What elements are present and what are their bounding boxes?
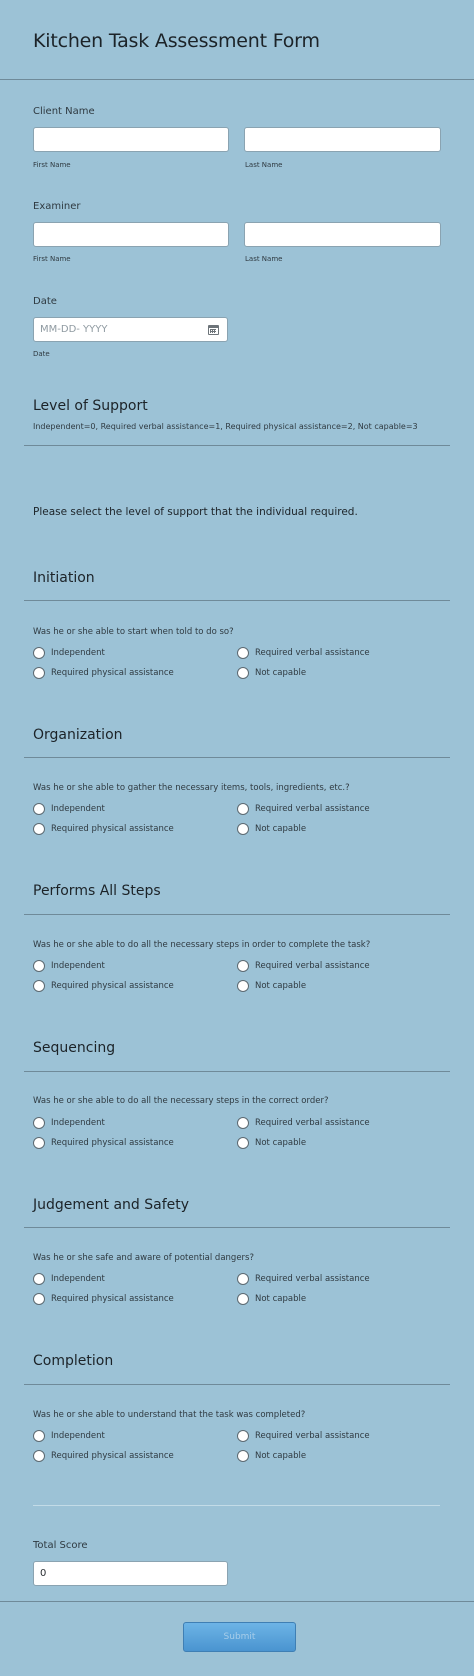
radio-option-verbal-assistance[interactable]: Required verbal assistance [237,803,370,815]
submit-button[interactable]: Submit [183,1622,296,1652]
radio-option-not-capable[interactable]: Not capable [237,1450,306,1462]
examiner-first-name-input[interactable] [33,222,229,247]
date-label: Date [33,296,57,307]
radio-option-physical-assistance[interactable]: Required physical assistance [33,1450,174,1462]
radio-button[interactable] [237,1293,249,1305]
radio-option-not-capable[interactable]: Not capable [237,1293,306,1305]
radio-option-physical-assistance[interactable]: Required physical assistance [33,823,174,835]
radio-button[interactable] [33,1117,45,1129]
radio-option-not-capable[interactable]: Not capable [237,980,306,992]
radio-button[interactable] [237,803,249,815]
radio-button[interactable] [33,667,45,679]
question-completion: Was he or she able to understand that the task was completed? [33,1410,306,1420]
radio-option-not-capable[interactable]: Not capable [237,823,306,835]
radio-button[interactable] [237,823,249,835]
radio-option-verbal-assistance[interactable]: Required verbal assistance [237,1273,370,1285]
total-score-label: Total Score [33,1540,88,1551]
radio-option-verbal-assistance[interactable]: Required verbal assistance [237,960,370,972]
radio-button[interactable] [237,667,249,679]
divider [24,914,450,915]
radio-button[interactable] [33,823,45,835]
footer-divider [0,1601,474,1602]
question-sequencing: Was he or she able to do all the necessary steps in the correct order? [33,1096,329,1106]
examiner-last-name-input[interactable] [244,222,441,247]
radio-option-verbal-assistance[interactable]: Required verbal assistance [237,1430,370,1442]
divider [24,600,450,601]
radio-option-independent[interactable]: Independent [33,647,105,659]
radio-button[interactable] [33,1450,45,1462]
examiner-last-name-sublabel: Last Name [245,255,283,263]
client-last-name-input[interactable] [244,127,441,152]
divider [24,757,450,758]
radio-option-verbal-assistance[interactable]: Required verbal assistance [237,647,370,659]
question-judgement-and-safety: Was he or she safe and aware of potential dangers? [33,1253,254,1263]
radio-button[interactable] [33,1430,45,1442]
radio-button[interactable] [33,647,45,659]
radio-option-independent[interactable]: Independent [33,960,105,972]
date-sublabel: Date [33,350,50,358]
section-heading-performs-all-steps: Performs All Steps [33,883,161,899]
client-name-label: Client Name [33,106,95,117]
section-heading-sequencing: Sequencing [33,1040,116,1056]
section-heading-initiation: Initiation [33,570,95,586]
question-initiation: Was he or she able to start when told to do so? [33,627,234,637]
radio-option-independent[interactable]: Independent [33,1273,105,1285]
level-of-support-heading: Level of Support [33,398,148,414]
divider [33,1505,440,1506]
calendar-icon[interactable] [208,325,219,335]
radio-button[interactable] [237,647,249,659]
radio-button[interactable] [237,1450,249,1462]
client-first-name-input[interactable] [33,127,229,152]
date-input[interactable] [33,317,228,342]
radio-option-physical-assistance[interactable]: Required physical assistance [33,980,174,992]
radio-button[interactable] [33,960,45,972]
radio-button[interactable] [33,1273,45,1285]
radio-option-not-capable[interactable]: Not capable [237,1137,306,1149]
form-header [0,0,474,80]
client-last-name-sublabel: Last Name [245,161,283,169]
level-of-support-description: Independent=0, Required verbal assistance=1, Required physical assistance=2, Not capable=3 [33,422,418,431]
total-score-input[interactable] [33,1561,228,1586]
radio-button[interactable] [33,1137,45,1149]
date-placeholder: MM-DD- YYYY [40,324,108,335]
divider [24,1384,450,1385]
radio-button[interactable] [237,1117,249,1129]
divider [24,1227,450,1228]
radio-option-physical-assistance[interactable]: Required physical assistance [33,667,174,679]
radio-option-physical-assistance[interactable]: Required physical assistance [33,1137,174,1149]
radio-button[interactable] [33,980,45,992]
radio-option-independent[interactable]: Independent [33,1117,105,1129]
radio-option-verbal-assistance[interactable]: Required verbal assistance [237,1117,370,1129]
radio-button[interactable] [237,1137,249,1149]
examiner-label: Examiner [33,201,81,212]
divider [24,1071,450,1072]
radio-button[interactable] [33,803,45,815]
section-heading-completion: Completion [33,1353,114,1369]
radio-button[interactable] [237,960,249,972]
form-title: Kitchen Task Assessment Form [33,30,320,52]
section-heading-organization: Organization [33,727,123,743]
radio-option-independent[interactable]: Independent [33,803,105,815]
radio-button[interactable] [237,980,249,992]
client-first-name-sublabel: First Name [33,161,71,169]
instruction-text: Please select the level of support that the individual required. [33,506,358,518]
radio-button[interactable] [237,1273,249,1285]
question-organization: Was he or she able to gather the necessary items, tools, ingredients, etc.? [33,783,350,793]
question-performs-all-steps: Was he or she able to do all the necessary steps in order to complete the task? [33,940,371,950]
radio-button[interactable] [33,1293,45,1305]
radio-option-not-capable[interactable]: Not capable [237,667,306,679]
radio-button[interactable] [237,1430,249,1442]
examiner-first-name-sublabel: First Name [33,255,71,263]
radio-option-independent[interactable]: Independent [33,1430,105,1442]
radio-option-physical-assistance[interactable]: Required physical assistance [33,1293,174,1305]
section-heading-judgement-and-safety: Judgement and Safety [33,1197,190,1213]
divider [24,445,450,446]
total-score-value: 0 [40,1568,47,1579]
